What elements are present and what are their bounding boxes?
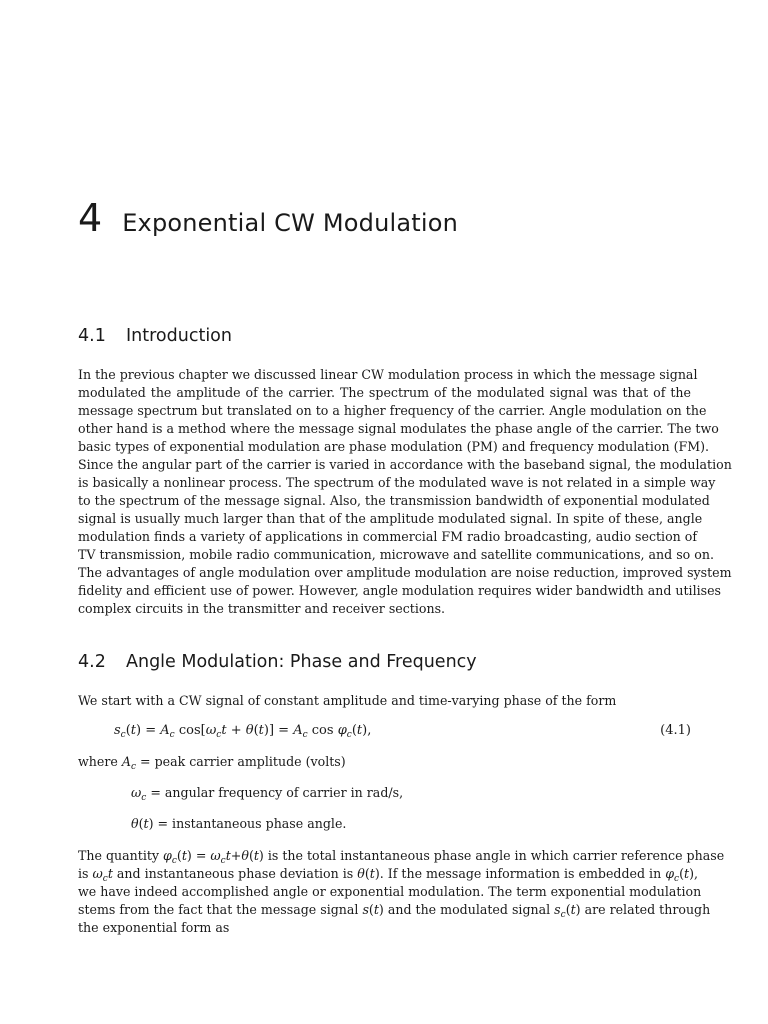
intro-line: Since the angular part of the carrier is varied in accordance with the baseband signal, the modulation [78,457,732,472]
equation-4-1 [114,723,691,738]
intro-line: to the spectrum of the message signal. Also, the transmission bandwidth of exponential modulated [78,493,710,508]
intro-paragraph [78,366,732,618]
intro-line: signal is usually much larger than that of the amplitude modulated signal. In spite of these, angle [78,511,703,526]
quantity-paragraph: The quantity $\varphi_c(t) = \omega_ct+\theta(t)$ is the total instantaneous phase angle in which carrier reference phase is $\omega_ct$ and instantaneous phase deviation is θ(t). If the message information is embedded in $\varphi_c(t)$, we have indeed accomplished angle or exponential modulation. The term exponential modulation stems from the fact that the message signal s(t) and the modulated signal $s_c(t)$ are related through the exponential form as [78,848,725,935]
intro-line: modulated the amplitude of the carrier. The spectrum of the modulated signal was that of the [78,385,691,400]
intro-line: TV transmission, mobile radio communication, microwave and satellite communications, and so on. [78,547,714,562]
intro-line: basic types of exponential modulation are phase modulation (PM) and frequency modulation (FM). [78,439,710,454]
section-heading-introduction [78,326,232,346]
intro-line: other hand is a method where the message signal modulates the phase angle of the carrier. The two [78,421,719,436]
intro-line: modulation finds a variety of applications in commercial FM radio broadcasting, audio section of [78,529,698,544]
chapter-number: 4 [78,196,103,240]
where-ac-line: where $A_c$ = peak carrier amplitude (volts) [78,754,346,772]
section-title: Angle Modulation: Phase and Frequency [126,652,477,672]
intro-line: In the previous chapter we discussed linear CW modulation process in which the message signal [78,367,698,382]
s42-intro-text: We start with a CW signal of constant amplitude and time-varying phase of the form [78,693,617,708]
chapter-title: Exponential CW Modulation [122,209,459,237]
equation-number: (4.1) [660,723,691,738]
intro-line: complex circuits in the transmitter and receiver sections. [78,601,446,616]
intro-line: is basically a nonlinear process. The spectrum of the modulated wave is not related in a simple way [78,475,716,490]
intro-line: message spectrum but translated on to a higher frequency of the carrier. Angle modulation on the [78,403,707,418]
where-theta-line: θ(t) = instantaneous phase angle. [131,816,347,831]
section-title: Introduction [126,326,232,346]
section-heading-angle-modulation [78,652,477,672]
section-number: 4.1 [78,326,106,346]
chapter-heading [78,196,458,240]
section-number: 4.2 [78,652,106,672]
where-wc-line: $\omega_c$ = angular frequency of carrier in rad/s, [131,785,404,803]
equation-body: $s_c(t) = A_c$ $\cos[\omega_ct + \theta(t)] = A_c$ $\cos \varphi_c(t)$, [114,723,372,740]
intro-line: The advantages of angle modulation over amplitude modulation are noise reduction, improved system [78,565,732,580]
intro-line: fidelity and efficient use of power. However, angle modulation requires wider bandwidth and utilises [78,583,722,598]
